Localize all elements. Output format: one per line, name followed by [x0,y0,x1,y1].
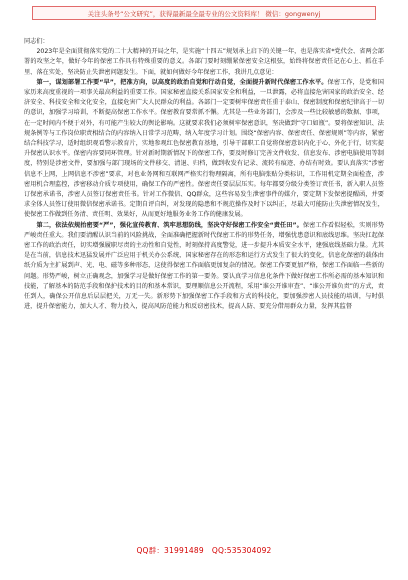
heading-second-point: 第二，依法依规抬密要“严”，强化宣传教育、筑牢思想防线，坚决守好保密工作安全“责任田”。 [36,221,303,229]
heading-first-point: 第一，谋划部署工作要“早”，把准方向，以高度的政治自觉和行动自觉，全面提升新时代保密工作水平。 [36,78,328,86]
document-body [24,37,384,534]
paragraph-first-point [24,78,384,221]
qq-number: QQ:535304092 [211,545,272,555]
promo-banner-text: 关注头条号“公文研究”，获得最新最全最专业的公文资料库！ 微信：gongwenyj [87,9,321,18]
salutation: 同志们： [24,38,49,45]
promo-banner[interactable] [32,6,376,20]
paragraph-first-point-text: 保密工作，是党和国家历来高度重视的一项事关最高利益的重要工作。国家秘密直接关系国家安全和利益，一旦泄露，必将直接危害国家的政治安全、经济安全、科技安全和文化安全，直接危害广大人民群众的利益。各部门一定要树牢保密责任重于泰山、保密制度和保密纪律高于一切的意识，加强学习培训，不断提高保密工作水平。保密教育要常抓不懈。尤其是一些业务部门，会涉及一些比较敏感的数据、事项，在一定时间内不便于对外，有可能产生较大的舆论影响。这就要求我们必须树牢保密意识，坚决做到“守口如瓶”。要将保密知识、法规条例等与工作岗位职责相结合的内容纳入日常学习范畴，纳入年度学习计划。围绕“保密内容、保密责任、保密规则”等内容，紧密结合科技学习，适时组织观看警示教育片，实地参观红色保密教育基地，引导干部职工自觉将保密意识内化于心、外化于行，切实提升保密认识水平。保密内容要同环管理。针对新时期新情况下的保密工作，要及时修订完善文件收发、信息发布、涉密电脑使用等制度，特别是涉密文件，要加强与部门现场的文件移交、清退、归档，做到收发有记录、流转有痕迹、办结有时效。要认真落实“涉密信息不上网，上网信息不涉密”要求，对也业务网和互联网严格实行物理隔离，所有电脑张贴分类标识，工作用机定期全面检查，涉密用机合理监控，涉密移动介质专项使用，确保工作的严密性。保密责任要层层压实。每年都要分级分类签订责任书，新入职人员签订保密承诺书，涉密人员签订保密责任书。针对工作微信、QQ群众，这些容易发生泄密事件的媒介，要定期下发保密提醒函，并要求全体人员签订使用微信保密承诺书。定期自评自纠，对发现的隐患和不规范操作及时下以纠正，尽最大可能防止失泄密情况发生，使保密工作做到任务清、责任明、效果好，从而更好地服务业务工作的健康发展。 [24,78,384,219]
paragraph-second-point-text: 保密工作看似轻松，实则形势严峻责任重大。我们要清醒认识当前的风险挑战，全面准确把握新时代保密工作的形势任务，增强忧患意识和底线思维。坚决扛起保密工作的政治责任，切实增强履职尽责的主动性和自觉性，时刻保持高度警觉，进一步提升本质安全水平，建强底线基础力量。尤其是在当前，信息技术迅猛发展并广泛应用于机关办公系统，国家秘密存在的形态和运行方式发生了很大的变化，信息化保密的载体由纸介质为主扩展到声、光、电、磁等多种形态，这使得保密工作面临更加复杂的情况。保密工作要更加严格，保密工作面临一些新的问题。形势严峻，树立正确观念，加强学习是做好保密工作的第一要务。要认真学习信息化条件下做好保密工作所必需的基本知识和技能，了解基本的防范手段和保护技术的目的和基本常识，要理顺信息公开流程，采用“谁公开谁审查”、“谁公开谁负责”的方式，责任到人，确保公开信息后层层把关，万无一失。新形势下加强保密工作手段和方式的科技化，要加强涉密人员技能的培训，与时俱进，提升保密能力，加大人才、物力投入，提高风防范能力和反窃密技术，提高人防、要充分借用群众力量，发挥其监督 [24,221,384,311]
paragraph-intro-text: 2023年是全面贯彻落实党的二十大精神的开局之年，是实施“十四五”规划承上启下的关键一年，也是落实省*党代会、省两会部署的攻坚之年，做好今年的保密工作具有特殊重要的意义。各部门要时刻绷紧保密安全这根弦，始终将保密责任记在心上、抓在手里、落在实处，坚决防止失泄密问题发生。下面，就如何做好今年保密工作，我讲几点意见： [24,48,384,76]
paragraph-intro [24,47,384,78]
footer-contact [0,544,408,556]
paragraph-second-point [24,221,384,313]
qq-group-number: QQ群：31991489 [136,545,204,555]
